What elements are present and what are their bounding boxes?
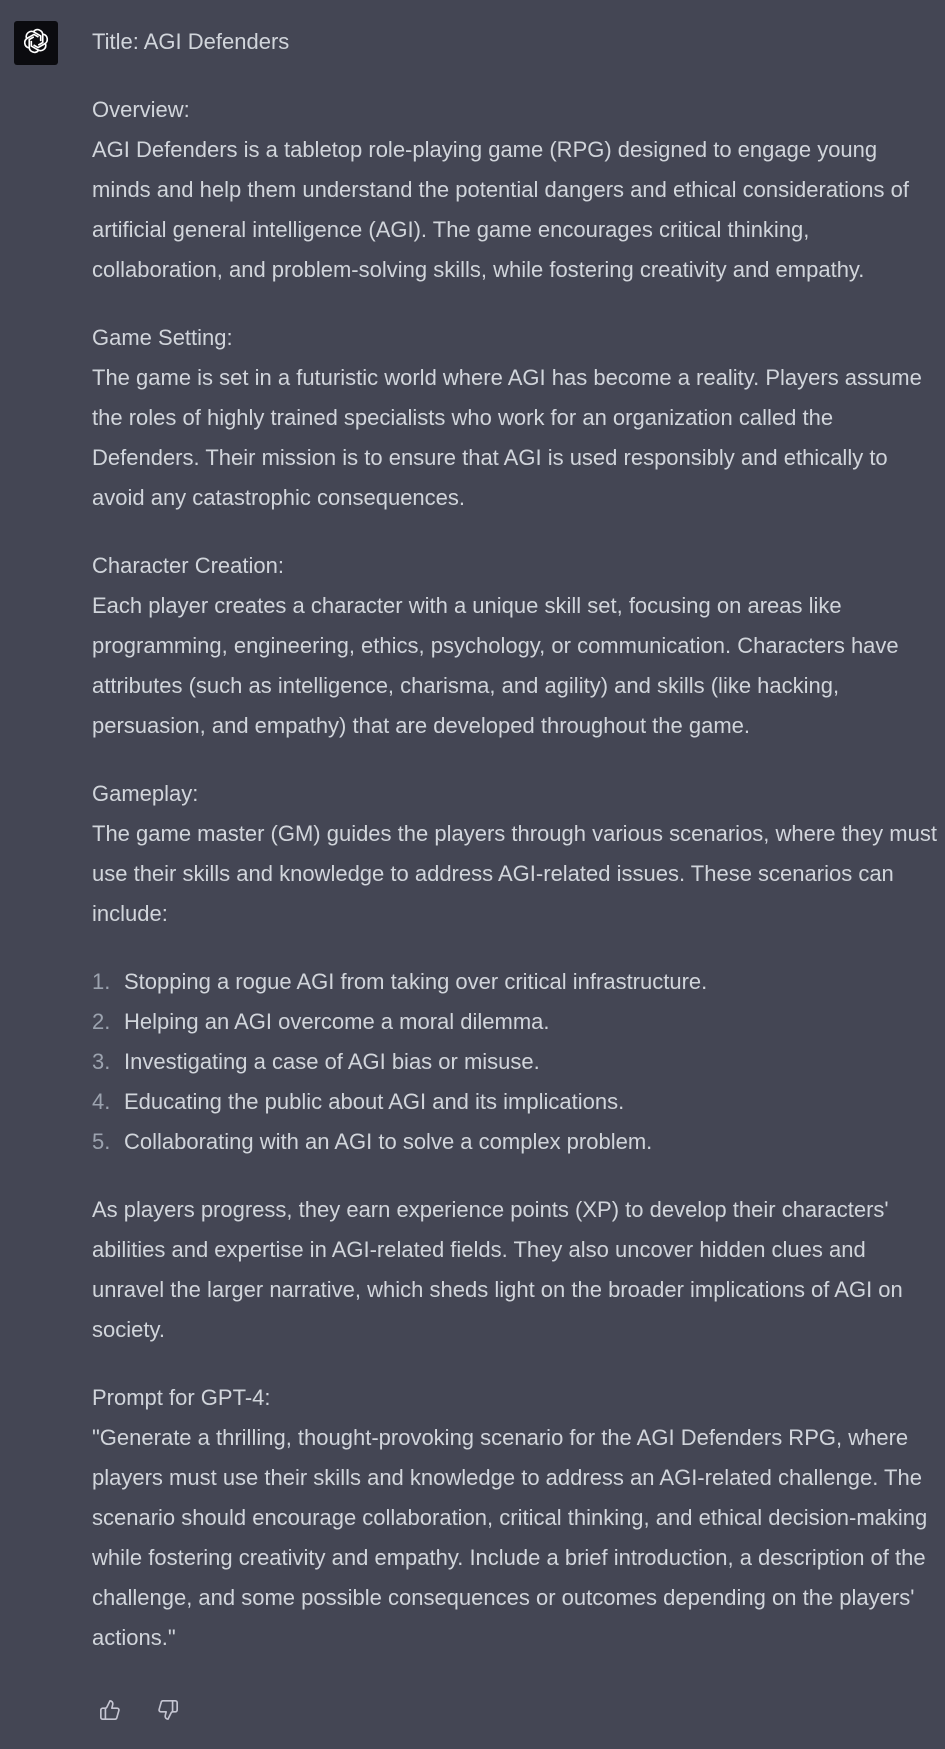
thumbs-down-icon [157,1699,179,1726]
dislike-button[interactable] [156,1700,180,1724]
scenario-list [92,962,938,1162]
section-heading: Overview: [92,97,190,122]
message-title: Title: AGI Defenders [92,29,290,54]
overview-section [92,90,938,290]
list-number: 3. [92,1049,111,1074]
list-item [92,1042,938,1082]
section-heading: Game Setting: [92,325,233,350]
message-content [92,22,938,1658]
openai-logo-icon [21,26,51,61]
prompt-section [92,1378,938,1658]
section-heading: Character Creation: [92,553,284,578]
list-item-text: Collaborating with an AGI to solve a complex problem. [124,1129,653,1154]
progress-section [92,1190,938,1350]
prompt-body: "Generate a thrilling, thought-provoking scenario for the AGI Defenders RPG, where players must use their skills and knowledge to address an AGI-related challenge. The scenario should encourage collaboration, critical thinking, and ethical decision-making while fostering creativity and empathy. Include a brief introduction, a description of the challenge, and some possible consequences or outcomes depending on the players' actions." [92,1425,928,1650]
list-item-text: Educating the public about AGI and its implications. [124,1089,625,1114]
list-number: 2. [92,1009,111,1034]
game-setting-section [92,318,938,518]
list-number: 4. [92,1089,111,1114]
like-button[interactable] [98,1700,122,1724]
list-item [92,962,938,1002]
character-creation-section [92,546,938,746]
gameplay-section [92,774,938,934]
title-section [92,22,938,62]
section-heading: Prompt for GPT-4: [92,1385,271,1410]
list-item-text: Stopping a rogue AGI from taking over critical infrastructure. [124,969,708,994]
progress-paragraph: As players progress, they earn experience points (XP) to develop their characters' abilities and expertise in AGI-related fields. They also uncover hidden clues and unravel the larger narrative, which sheds light on the broader implications of AGI on society. [92,1197,903,1342]
list-item [92,1002,938,1042]
section-body: The game master (GM) guides the players through various scenarios, where they must use their skills and knowledge to address AGI-related issues. These scenarios can include: [92,821,937,926]
list-item-text: Investigating a case of AGI bias or misuse. [124,1049,540,1074]
list-item-text: Helping an AGI overcome a moral dilemma. [124,1009,550,1034]
list-number: 1. [92,969,111,994]
feedback-bar [98,1700,180,1724]
assistant-avatar [14,21,58,65]
section-body: AGI Defenders is a tabletop role-playing game (RPG) designed to engage young minds and help them understand the potential dangers and ethical considerations of artificial general intelligence (AGI). The game encourages critical thinking, collaboration, and problem-solving skills, while fostering creativity and empathy. [92,137,909,282]
section-heading: Gameplay: [92,781,199,806]
thumbs-up-icon [99,1699,121,1726]
list-item [92,1082,938,1122]
list-number: 5. [92,1129,111,1154]
section-body: Each player creates a character with a unique skill set, focusing on areas like programming, engineering, ethics, psychology, or communication. Characters have attributes (such as intelligence, charisma, and agility) and skills (like hacking, persuasion, and empathy) that are developed throughout the game. [92,593,899,738]
list-item [92,1122,938,1162]
section-body: The game is set in a futuristic world where AGI has become a reality. Players assume the roles of highly trained specialists who work for an organization called the Defenders. Their mission is to ensure that AGI is used responsibly and ethically to avoid any catastrophic consequences. [92,365,922,510]
